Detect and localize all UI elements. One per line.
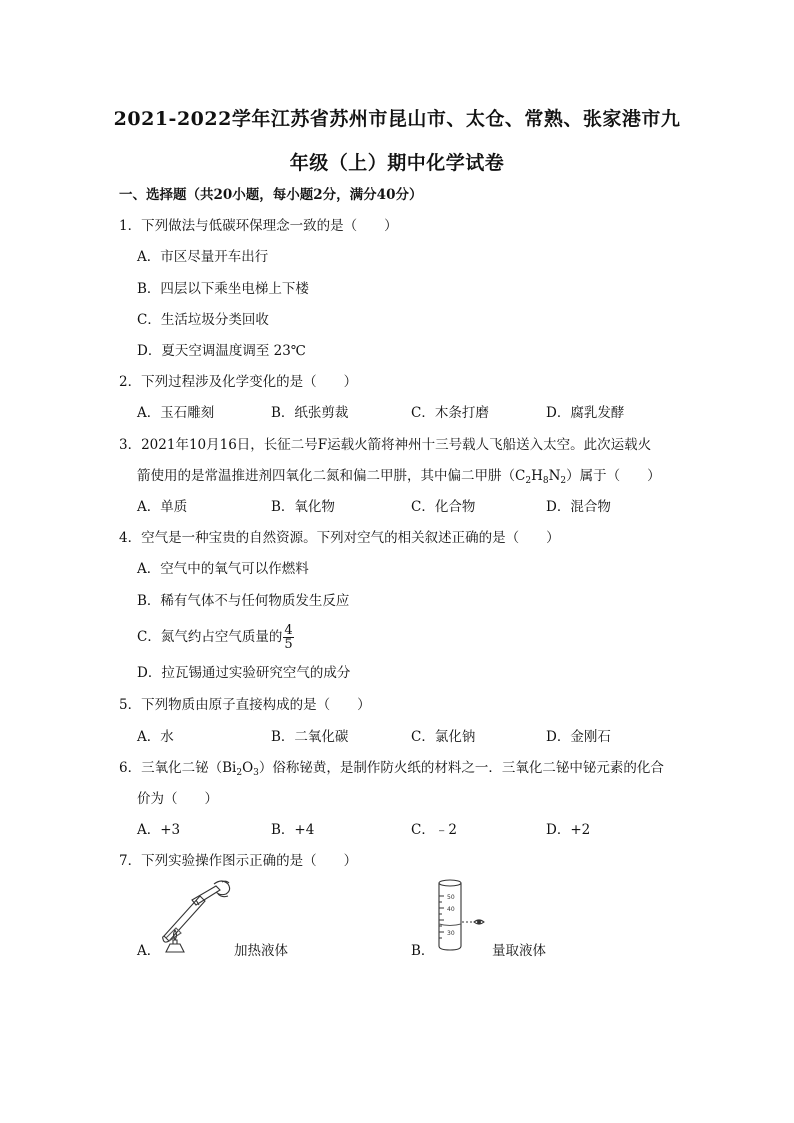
q6-option-c: C．﹣2 [411, 822, 457, 838]
cylinder-mark-40: 40 [447, 906, 455, 913]
q6-sub-o: 3 [253, 768, 259, 778]
q2-option-d: D．腐乳发酵 [546, 405, 625, 421]
q6-element-o: O [242, 760, 254, 776]
q3-option-d: D．混合物 [546, 499, 611, 515]
q5-stem: 5．下列物质由原子直接构成的是（ ） [119, 697, 371, 713]
q4-stem: 4．空气是一种宝贵的自然资源。下列对空气的相关叙述正确的是（ ） [119, 530, 560, 546]
q3-option-c: C．化合物 [411, 499, 476, 515]
q6-option-a: A．+3 [137, 822, 181, 838]
section-heading: 一、选择题（共20小题，每小题2分，满分40分） [119, 187, 423, 203]
q2-option-a: A．玉石雕刻 [137, 405, 215, 421]
q4-option-c [137, 624, 294, 651]
q3-option-b: B．氧化物 [271, 499, 335, 515]
exam-title-line1: 2021-2022学年江苏省苏州市昆山市、太仓、常熟、张家港市九 [113, 108, 681, 130]
q3-line2-pre: 箭使用的是常温推进剂四氧化二氮和偏二甲肼，其中偏二甲肼（C [137, 468, 526, 484]
q5-option-c: C．氯化钠 [411, 729, 476, 745]
q3-stem-line1: 3．2021年10月16日，长征二号F运载火箭将神州十三号载人飞船送入太空。此次运载火 [119, 437, 652, 453]
fraction-four-fifths [283, 624, 293, 651]
q6-line1-post: ）俗称铋黄，是制作防火纸的材料之一．三氧化二铋中铋元素的化合 [258, 760, 664, 776]
q2-option-b: B．纸张剪裁 [271, 405, 349, 421]
q3-line2-post: ）属于（ ） [566, 468, 661, 484]
q7-option-a-caption: 加热液体 [234, 943, 288, 959]
q7-option-b-letter: B． [411, 943, 435, 959]
q4-option-c-text: C．氮气约占空气质量的 [137, 629, 283, 645]
q2-option-c: C．木条打磨 [411, 405, 489, 421]
q3-option-a: A．单质 [137, 499, 188, 515]
q1-option-d: D．夏天空调温度调至 23℃ [137, 343, 306, 359]
q5-option-a: A．水 [137, 729, 174, 745]
q4-option-b: B．稀有气体不与任何物质发生反应 [137, 593, 350, 609]
q1-option-c: C．生活垃圾分类回收 [137, 312, 269, 328]
q7-option-a-letter: A． [137, 943, 161, 959]
q3-element-h: H [531, 468, 543, 484]
fraction-denominator: 5 [284, 637, 293, 652]
q6-option-d: D．+2 [546, 822, 591, 838]
q4-option-d: D．拉瓦锡通过实验研究空气的成分 [137, 665, 351, 681]
q3-sub-n: 2 [560, 476, 567, 486]
measuring-cylinder-illustration [434, 878, 494, 954]
q5-option-b: B．二氧化碳 [271, 729, 349, 745]
q6-sub-bi: 2 [236, 768, 243, 778]
exam-title-line2: 年级（上）期中化学试卷 [289, 152, 505, 174]
q3-element-n: N [548, 468, 561, 484]
q1-option-b: B．四层以下乘坐电梯上下楼 [137, 281, 309, 297]
q3-sub-c: 2 [525, 476, 532, 486]
q4-option-a: A．空气中的氧气可以作燃料 [137, 561, 309, 577]
q1-stem: 1．下列做法与低碳环保理念一致的是（ ） [119, 218, 398, 234]
heating-liquid-illustration [156, 878, 236, 954]
q3-stem-line2 [137, 466, 661, 486]
q6-option-b: B．+4 [271, 822, 315, 838]
q3-sub-h: 8 [542, 476, 549, 486]
q6-stem-line1 [119, 758, 664, 778]
q6-stem-line2: 价为（ ） [137, 791, 218, 807]
q7-stem: 7．下列实验操作图示正确的是（ ） [119, 853, 358, 869]
cylinder-mark-50: 50 [447, 894, 455, 901]
cylinder-mark-30: 30 [447, 930, 455, 937]
q1-option-a: A．市区尽量开车出行 [137, 249, 269, 265]
q5-option-d: D．金刚石 [546, 729, 611, 745]
q7-option-b-caption: 量取液体 [492, 943, 546, 959]
q2-stem: 2．下列过程涉及化学变化的是（ ） [119, 374, 358, 390]
fraction-numerator: 4 [284, 623, 293, 638]
q6-line1-pre: 6．三氧化二铋（Bi [119, 760, 237, 776]
